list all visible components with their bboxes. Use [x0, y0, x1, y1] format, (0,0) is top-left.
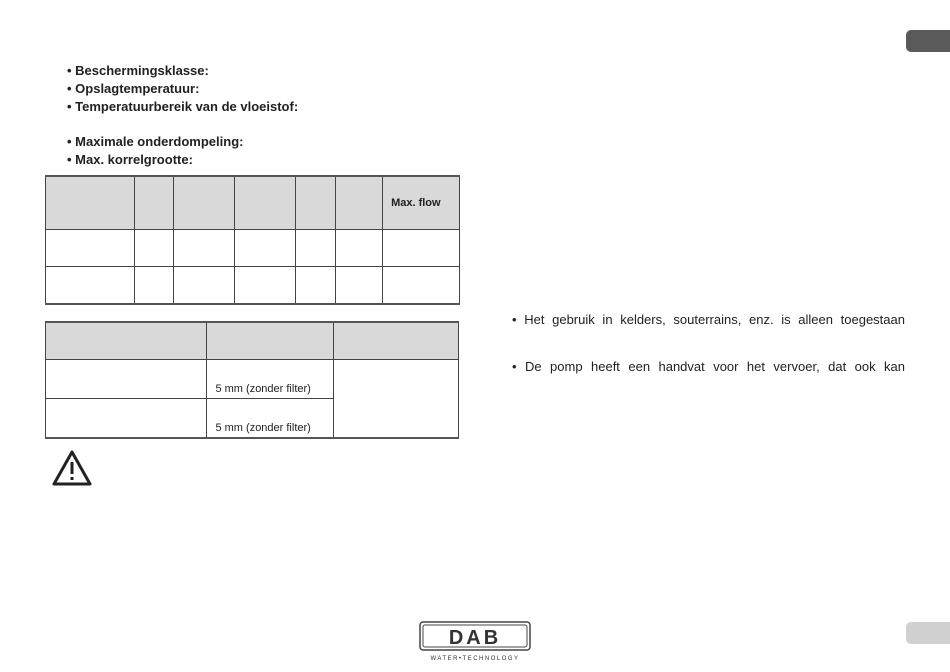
- table-row: [46, 230, 460, 267]
- pump-data-table: [45, 175, 460, 305]
- spec-max-grain-size: • Max. korrelgrootte:: [67, 152, 193, 167]
- handle-note: • De pomp heeft een handvat voor het vervoer, dat ook kan: [512, 359, 905, 374]
- table-cell: [235, 230, 296, 267]
- table-cell: [334, 360, 459, 439]
- header-cell: [235, 176, 296, 230]
- header-cell: [207, 322, 334, 360]
- language-tab: [906, 30, 950, 52]
- svg-text:DAB: DAB: [448, 627, 502, 649]
- grain-size-table: [45, 321, 459, 439]
- table-header-row: [46, 322, 459, 360]
- header-max-flow: Max. flow: [383, 176, 460, 230]
- warning-icon: [51, 449, 93, 487]
- dab-logo: [418, 620, 532, 664]
- table-row: [46, 360, 459, 399]
- header-cell: [134, 176, 173, 230]
- grain-size-value: 5 mm (zonder filter): [207, 399, 334, 439]
- table-cell: [383, 267, 460, 305]
- grain-size-value: 5 mm (zonder filter): [207, 360, 334, 399]
- table-cell: [296, 230, 336, 267]
- header-cell: [173, 176, 235, 230]
- spec-max-immersion: • Maximale onderdompeling:: [67, 134, 244, 149]
- header-cell: [46, 176, 135, 230]
- table-header-row: [46, 176, 460, 230]
- table-cell: [383, 230, 460, 267]
- svg-text:WATER•TECHNOLOGY: WATER•TECHNOLOGY: [430, 656, 520, 662]
- table-cell: [46, 230, 135, 267]
- table-cell: [336, 267, 383, 305]
- table-cell: [134, 230, 173, 267]
- spec-liquid-temperature-range: • Temperatuurbereik van de vloeistof:: [67, 99, 299, 114]
- table-cell: [235, 267, 296, 305]
- table-row: [46, 267, 460, 305]
- table-cell: [173, 230, 235, 267]
- header-cell: [296, 176, 336, 230]
- table-cell: [46, 267, 135, 305]
- spec-protection-class: • Beschermingsklasse:: [67, 63, 209, 78]
- header-cell: [46, 322, 207, 360]
- table-cell: [134, 267, 173, 305]
- header-cell: [336, 176, 383, 230]
- spec-storage-temperature: • Opslagtemperatuur:: [67, 81, 200, 96]
- table-cell: [296, 267, 336, 305]
- technical-specs-list: [67, 62, 298, 169]
- table-cell: [336, 230, 383, 267]
- cellar-use-note: • Het gebruik in kelders, souterrains, enz. is alleen toegestaan: [512, 312, 905, 327]
- table-cell: [173, 267, 235, 305]
- table-cell: [46, 399, 207, 439]
- page-number-tab: [906, 622, 950, 644]
- table-cell: [46, 360, 207, 399]
- header-cell: [334, 322, 459, 360]
